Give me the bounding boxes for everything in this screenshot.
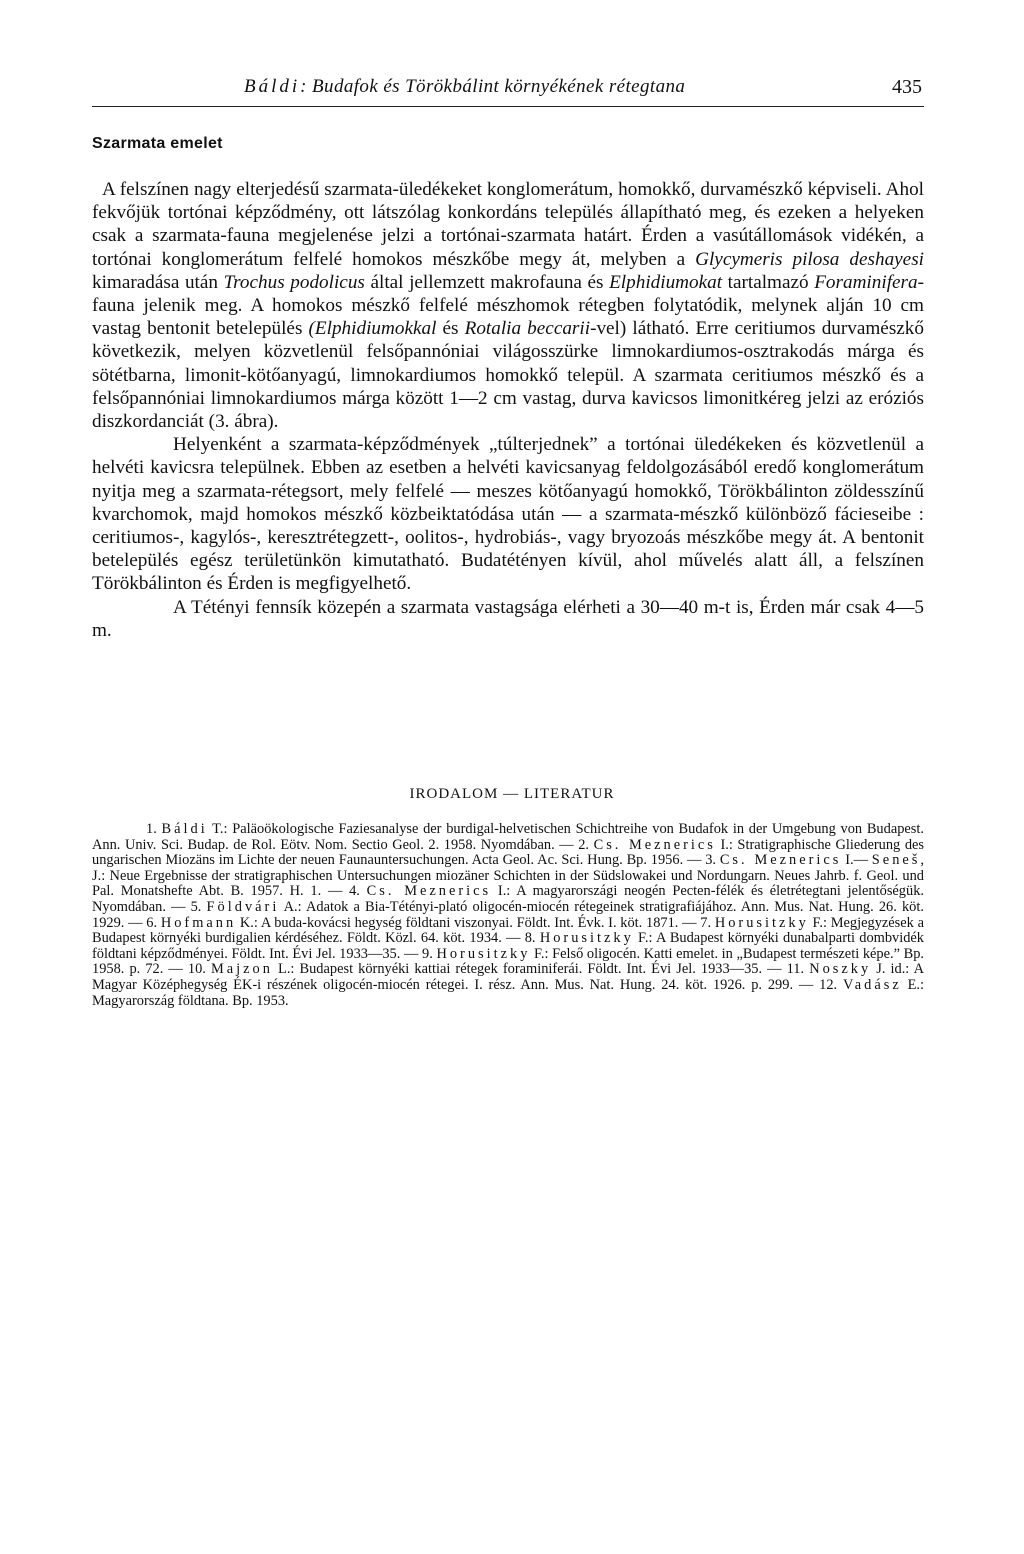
ref-text: K.: A buda-kovácsi hegység földtani viszonyai. Földt. Int. Évk. I. köt. 1871. — (236, 914, 701, 931)
ref-number: 10. (187, 961, 206, 978)
p1-text-1: A felszínen nagy elterjedésű szarmata-üledékeket konglomerátum, homokkő, durvamészkő képviseli. Ahol fekvőjük tortónai képződmény, ott látszólag konkordáns település állapítható meg, és ezeken a helyeken csak a szarmata-fauna megjelenése jelzi a tortónai-szarmata határt. Érden a vasútállomások vidékén, a tortónai konglomerátum felfelé homokos mészkőbe megy át, melyben a (92, 179, 924, 270)
ref-number: 6. (146, 914, 158, 931)
taxon-elphidiumokat: Elphidiumokat (609, 271, 723, 293)
running-header (92, 74, 924, 107)
section-heading: Szarmata emelet (92, 135, 223, 152)
ref-author: Cs. Meznerics (719, 852, 842, 869)
ref-author: Noszky (809, 961, 872, 978)
ref-number: 2. (578, 836, 590, 853)
header-title: : Budafok és Törökbálint környékének rétegtana (300, 76, 686, 97)
taxon-elphidiumokkal: (Elphidiumokkal (308, 318, 437, 340)
header-author: Báldi (244, 76, 301, 97)
body-text (92, 178, 924, 642)
ref-text: L.: Budapest környéki kattiai rétegek foraminiferái. Földt. Int. Évi Jel. 1933—35. — (272, 961, 787, 978)
ref-author: Horusitzky (539, 930, 634, 947)
ref-text: I.— (841, 852, 872, 869)
ref-author: Földvári (206, 898, 280, 915)
ref-author: Vadász (843, 976, 902, 993)
p1-text-6: és (436, 318, 465, 340)
taxon-foraminifera: Foraminifera (814, 271, 918, 293)
ref-number: 11. (786, 961, 805, 978)
ref-author: Horusitzky (436, 945, 531, 962)
ref-number: 9. (422, 945, 433, 962)
ref-text: J. id.: A Magyar Középhegység ÉK-i részének oligocén-miocén rétegei. I. rész. Ann. Mus. Nat. Hung. 24. köt. 1926. p. 299. — (92, 961, 924, 993)
ref-author: Horusitzky (714, 914, 809, 931)
ref-author: Cs. Meznerics (366, 883, 492, 900)
ref-text: I.: A magyarországi neogén Pecten-félék és életrétegtani jelentőségük. Nyomdában. — (92, 883, 924, 915)
ref-coauthor: Seneš (871, 852, 921, 869)
ref-text: F.: A Budapest környéki dunabalparti dombvidék földtani képződményei. Földt. Int. Évi Jel. 1933—35. — (92, 930, 924, 962)
ref-10 (188, 961, 787, 977)
paragraph-3: A Tétényi fennsík közepén a szarmata vastagsága elérheti a 30—40 m-t is, Érden már csak 4—5 m. (92, 596, 924, 641)
taxon-trochus: Trochus podolicus (223, 271, 365, 293)
p1-text-4: tartalmazó (722, 271, 815, 293)
ref-text: F.: Felső oligocén. Katti emelet. in „Budapest természeti képe.” Bp. 1958. p. 72. — (92, 945, 924, 978)
ref-number: 1. (146, 821, 157, 837)
ref-number: 8. (524, 930, 536, 947)
p1-text-3: által jellemzett makrofauna és (364, 271, 610, 293)
ref-text: T.: Paläoökologische Faziesanalyse der burdigal-helvetischen Schichtreihe von Budafok in der Umgebung von Budapest. Ann. Univ. Sci. Budap. de Rol. Eötv. Nom. Sectio Geol. 2. 1958. Nyomdában. — (92, 821, 924, 853)
ref-6 (146, 915, 700, 931)
ref-text: E.: Magyarország földtana. Bp. 1953. (92, 976, 925, 1009)
taxon-glycymeris: Glycymeris pilosa deshayesi (695, 248, 924, 270)
taxon-rotalia: Rotalia beccarii (464, 318, 591, 340)
p1-text-2: kimaradása után (92, 271, 224, 293)
running-title (244, 76, 685, 98)
ref-number: 5. (190, 898, 202, 915)
ref-author: Hofmann (160, 914, 237, 931)
paragraph-1 (92, 178, 924, 433)
ref-number: 4. (349, 883, 360, 900)
ref-text: , J.: Neue Ergebnisse der stratigraphischen Untersuchungen miozäner Schichten in der Südslowakei und Nordungarn. Neues Jahrb. f. Geol. und Pal. Monatshefte Abt. B. 1957. H. 1. — (92, 852, 924, 900)
bibliography-list (92, 822, 924, 1009)
p1-text-5: -fauna jelenik meg. A homokos mészkő felfelé mészhomok rétegben folytatódik, melynek alján 10 cm vastag bentonit betelepülés (92, 271, 924, 340)
page-number: 435 (892, 76, 922, 98)
ref-text: F.: Megjegyzések a Budapest környéki burdigalien kérdéséhez. Földt. Közl. 64. köt. 1934. — (92, 914, 924, 947)
ref-author: Majzon (210, 961, 273, 978)
ref-text: I.: Stratigraphische Gliederung des ungarischen Miozäns im Lichte der neuen Faunauntersuchungen. Acta Geol. Ac. Sci. Hung. Bp. 1956. — (92, 836, 925, 869)
ref-author: Báldi (161, 821, 208, 837)
ref-number: 3. (705, 852, 716, 869)
paragraph-2: Helyenként a szarmata-képződmények „túlterjednek” a tortónai üledékeken és közvetlenül a helvéti kavicsra települnek. Ebben az esetben a helvéti kavicsanyag feldolgozásából eredő konglomerátum nyitja meg a szarmata-rétegsort, mely felfelé — meszes kötőanyagú homokkő, Törökbálinton zöldesszínű kvarchomok, majd homokos mészkő közbeiktatódása után — a szarmata-mészkő különböző fácieseibe : ceritiumos-, kagylós-, keresztrétegzett-, oolitos-, hydrobiás-, vagy bryozoás mészkőbe megy át. A bentonit betelepülés egész területünkön kimutatható. Budatétényen kívül, ahol művelés alatt áll, a felszínen Törökbálinton és Érden is megfigyelhető. (92, 434, 924, 595)
ref-text: A.: Adatok a Bia-Tétényi-plató oligocén-miocén rétegeinek stratigrafiájához. Ann. Mus. Nat. Hung. 26. köt. 1929. — (92, 898, 924, 931)
p1-text-7: -vel) látható. Erre ceritiumos durvamészkő következik, melyen közvetlenül felsőpannóniai világosszürke limnokardiumos-osztrakodás márga és sötétbarna, limonit-kötőanyagú, limnokardiumos homokkő települ. A szarmata ceritiumos mészkő és a felsőpannóniai limnokardiumos márga között 1—2 cm vastag, durva kavicsos limonitkéreg jelzi az eróziós diszkordanciát (3. ábra). (92, 318, 924, 433)
ref-number: 12. (819, 976, 838, 993)
ref-number: 7. (700, 914, 712, 931)
bibliography-title: IRODALOM — LITERATUR (409, 786, 615, 802)
ref-author: Cs. Meznerics (593, 836, 716, 853)
